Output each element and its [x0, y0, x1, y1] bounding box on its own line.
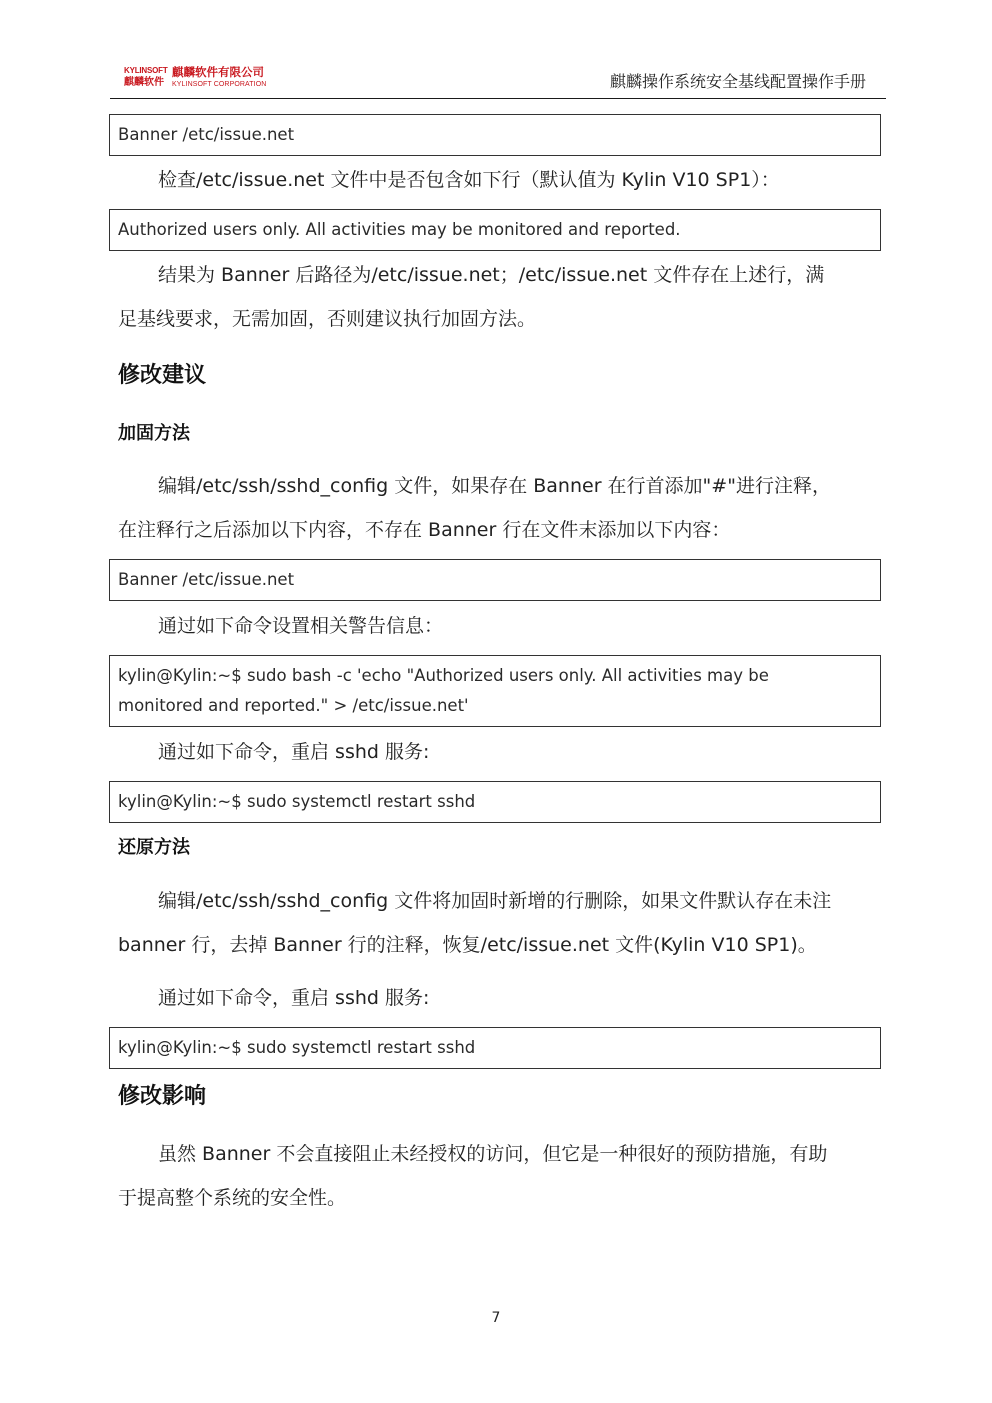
code-line: kylin@Kylin:~$ sudo systemctl restart sshd: [118, 1038, 476, 1057]
heading-hardening-method: 加固方法: [118, 423, 190, 444]
company-name-cn: 麒麟软件有限公司: [172, 65, 264, 79]
code-line: Banner /etc/issue.net: [118, 570, 295, 589]
logo-mark: [124, 66, 168, 92]
paragraph-line: banner 行，去掉 Banner 行的注释，恢复/etc/issue.net 文件(Kylin V10 SP1)。: [118, 934, 817, 956]
paragraph-line: 通过如下命令设置相关警告信息：: [158, 615, 444, 637]
code-line: Banner /etc/issue.net: [118, 125, 295, 144]
code-box-echo-command: [109, 655, 881, 727]
paragraph-set-warning: [118, 604, 878, 648]
code-line: Authorized users only. All activities may be monitored and reported.: [118, 220, 681, 239]
code-box-restart-command-restore: [109, 1027, 881, 1069]
paragraph-impact: [118, 1132, 878, 1220]
logo-mark-text: KYLINSOFT: [124, 66, 168, 75]
paragraph-line: 在注释行之后添加以下内容，不存在 Banner 行在文件末添加以下内容：: [118, 519, 731, 541]
paragraph-line: 足基线要求，无需加固，否则建议执行加固方法。: [118, 308, 537, 330]
page-number: 7: [491, 1310, 501, 1326]
page-header: [110, 62, 886, 99]
paragraph-restore-edit: [118, 879, 878, 967]
paragraph-line: 编辑/etc/ssh/sshd_config 文件将加固时新增的行删除，如果文件默认存在未注: [158, 890, 832, 912]
heading-modify-suggestion: 修改建议: [118, 363, 207, 388]
logo-company: [172, 66, 287, 92]
code-line: monitored and reported." > /etc/issue.net': [118, 696, 469, 715]
company-logo: [124, 66, 284, 94]
paragraph-line: 编辑/etc/ssh/sshd_config 文件，如果存在 Banner 在行首添加"#"进行注释，: [158, 475, 831, 497]
paragraph-line: 结果为 Banner 后路径为/etc/issue.net；/etc/issue.net 文件存在上述行，满: [158, 264, 825, 286]
paragraph-line: 检查/etc/issue.net 文件中是否包含如下行（默认值为 Kylin V10 SP1）：: [158, 169, 780, 191]
paragraph-line: 通过如下命令，重启 sshd 服务:: [158, 741, 430, 763]
code-line: kylin@Kylin:~$ sudo systemctl restart sshd: [118, 792, 476, 811]
paragraph-line: 虽然 Banner 不会直接阻止未经授权的访问，但它是一种很好的预防措施，有助: [158, 1143, 828, 1165]
code-box-banner-path: [109, 114, 881, 156]
code-line: kylin@Kylin:~$ sudo bash -c 'echo "Authorized users only. All activities may be: [118, 666, 769, 685]
paragraph-restart-sshd-restore: [118, 976, 878, 1020]
paragraph-result: [118, 253, 878, 341]
heading-modify-impact: 修改影响: [118, 1084, 207, 1109]
paragraph-check-issue: [118, 158, 878, 202]
company-name-en: KYLINSOFT CORPORATION: [172, 81, 267, 88]
paragraph-edit-sshd-config: [118, 464, 878, 552]
heading-restore-method: 还原方法: [118, 837, 190, 858]
code-box-authorized-text: [109, 209, 881, 251]
logo-sub-text: 麒麟软件: [124, 77, 164, 88]
paragraph-line: 于提高整个系统的安全性。: [118, 1187, 347, 1209]
code-box-banner-line: [109, 559, 881, 601]
paragraph-line: 通过如下命令，重启 sshd 服务:: [158, 987, 430, 1009]
paragraph-restart-sshd: [118, 730, 878, 774]
code-box-restart-command: [109, 781, 881, 823]
document-title: 麒麟操作系统安全基线配置操作手册: [609, 72, 866, 91]
